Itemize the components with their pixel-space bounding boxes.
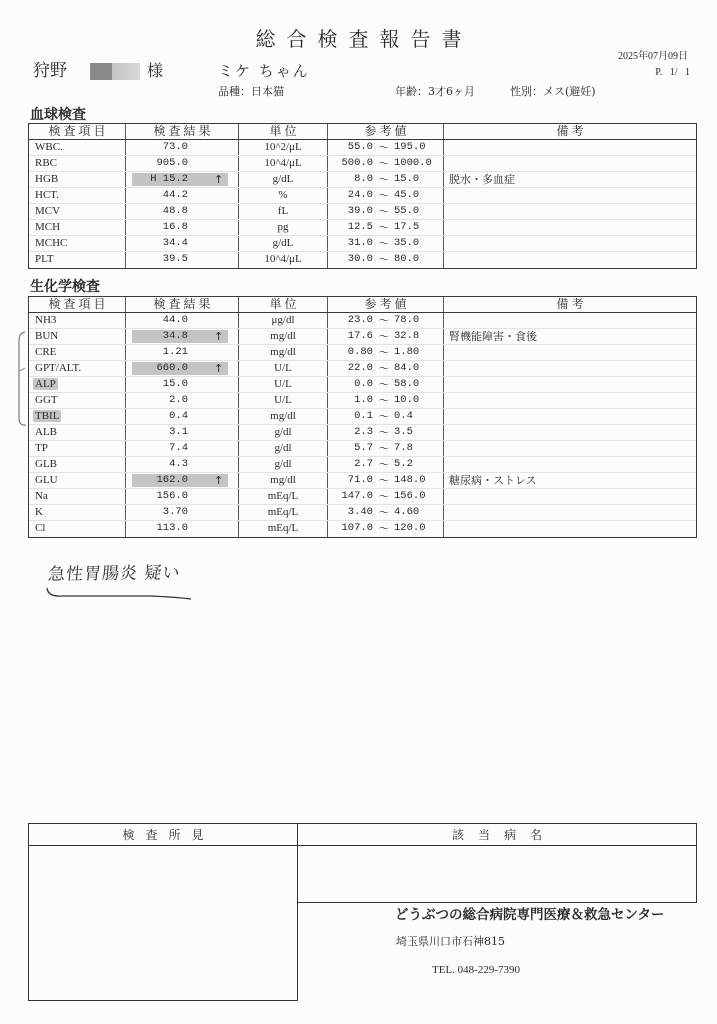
- reference-range-cell: [328, 409, 444, 424]
- range-separator: ～: [378, 506, 390, 519]
- test-item-cell: [29, 377, 126, 392]
- remarks-cell: 脱水・多血症: [449, 173, 515, 186]
- unit-cell: mg/dl: [239, 329, 328, 344]
- test-item-cell: [29, 425, 126, 440]
- unit-cell: 10^4/μL: [239, 252, 328, 268]
- table-row: [29, 489, 696, 505]
- result-cell: [126, 172, 239, 187]
- clinic-name: どうぶつの総合病院専門医療＆救急センター: [395, 907, 665, 923]
- range-separator: ～: [378, 237, 390, 250]
- test-item-cell: [29, 140, 126, 155]
- reference-high: 5.2: [394, 458, 413, 470]
- range-separator: ～: [378, 394, 390, 407]
- reference-range-cell: [328, 252, 444, 268]
- test-item-cell: [29, 220, 126, 235]
- table-row: [29, 409, 696, 425]
- remarks-cell: [444, 457, 696, 472]
- result-value: 7.4: [169, 442, 188, 454]
- reference-range-cell: [328, 361, 444, 376]
- reference-low: 147.0: [341, 490, 373, 502]
- reference-range-cell: [328, 521, 444, 537]
- table-row: [29, 457, 696, 473]
- remarks-cell: [444, 521, 696, 537]
- column-header-result: 検査結果: [126, 124, 239, 139]
- result-cell: [126, 345, 239, 360]
- result-cell: [126, 473, 239, 488]
- findings-header-divider: [28, 845, 697, 846]
- remarks-cell: [444, 156, 696, 171]
- remarks-cell: [444, 377, 696, 392]
- reference-range-cell: [328, 156, 444, 171]
- high-arrow-icon: ↑: [214, 330, 224, 343]
- test-item-label: Cl: [35, 522, 46, 534]
- result-value: 2.0: [169, 394, 188, 406]
- remarks-cell: [444, 345, 696, 360]
- remarks-cell: [444, 409, 696, 424]
- result-value: 39.5: [162, 253, 188, 265]
- reference-high: 35.0: [394, 237, 420, 249]
- reference-range-cell: [328, 393, 444, 408]
- unit-cell: 10^4/μL: [239, 156, 328, 171]
- remarks-cell: [444, 252, 696, 268]
- test-item-label: GLB: [35, 458, 57, 470]
- result-cell: [126, 236, 239, 251]
- column-header-unit: 単位: [239, 124, 328, 139]
- reference-high: 55.0: [394, 205, 420, 217]
- breed: 品種：日本猫: [218, 85, 284, 98]
- unit-cell: g/dl: [239, 425, 328, 440]
- reference-range-cell: [328, 441, 444, 456]
- remarks-cell: [444, 204, 696, 219]
- remarks-cell: 糖尿病・ストレス: [449, 474, 537, 487]
- result-cell: [126, 409, 239, 424]
- result-cell: [126, 457, 239, 472]
- test-item-cell: [29, 188, 126, 203]
- reference-low: 0.80: [347, 346, 373, 358]
- table-row: [29, 345, 696, 361]
- test-item-cell: [29, 313, 126, 328]
- result-value: 44.2: [162, 189, 188, 201]
- test-item-label: HCT.: [35, 189, 59, 201]
- range-separator: ～: [378, 173, 390, 186]
- range-separator: ～: [378, 522, 390, 535]
- unit-cell: %: [239, 188, 328, 203]
- table-header-row: [29, 297, 696, 313]
- unit-cell: g/dL: [239, 172, 328, 187]
- result-value: 48.8: [162, 205, 188, 217]
- reference-high: 84.0: [394, 362, 420, 374]
- test-item-cell: [29, 156, 126, 171]
- reference-range-cell: [328, 236, 444, 251]
- owner-surname: 狩野: [33, 61, 67, 81]
- table-row: [29, 236, 696, 252]
- unit-cell: μg/dl: [239, 313, 328, 328]
- test-item-cell: [29, 361, 126, 376]
- test-item-cell: [29, 252, 126, 268]
- result-cell: [126, 377, 239, 392]
- blood-section-title: 血球検査: [30, 107, 86, 123]
- reference-low: 30.0: [347, 253, 373, 265]
- range-separator: ～: [378, 362, 390, 375]
- unit-cell: mg/dl: [239, 473, 328, 488]
- chem-table-body: [29, 313, 696, 537]
- remarks-cell: [444, 313, 696, 328]
- unit-cell: mEq/L: [239, 489, 328, 504]
- test-item-cell: [29, 441, 126, 456]
- reference-high: 32.8: [394, 330, 420, 342]
- range-separator: ～: [378, 378, 390, 391]
- test-item-label: ALP: [35, 378, 56, 390]
- findings-box: [28, 823, 298, 1001]
- result-value: 3.1: [169, 426, 188, 438]
- result-value: H 15.2: [150, 173, 188, 185]
- table-header-row: [29, 124, 696, 140]
- reference-low: 22.0: [347, 362, 373, 374]
- result-value: 44.0: [162, 314, 188, 326]
- reference-low: 31.0: [347, 237, 373, 249]
- table-row: [29, 329, 696, 345]
- result-cell: [126, 441, 239, 456]
- range-separator: ～: [378, 410, 390, 423]
- remarks-cell: [444, 489, 696, 504]
- sex: 性別：メス(避妊): [510, 85, 596, 98]
- unit-cell: U/L: [239, 393, 328, 408]
- reference-low: 24.0: [347, 189, 373, 201]
- result-value: 1.21: [162, 346, 188, 358]
- range-separator: ～: [378, 490, 390, 503]
- result-cell: [126, 505, 239, 520]
- pencil-tick-mark: [20, 368, 25, 371]
- reference-low: 2.7: [354, 458, 373, 470]
- unit-cell: mEq/L: [239, 505, 328, 520]
- test-item-label: TBIL: [35, 410, 60, 422]
- high-arrow-icon: ↑: [214, 474, 224, 487]
- column-header-remarks: 備考: [556, 297, 587, 311]
- range-separator: ～: [378, 314, 390, 327]
- range-separator: ～: [378, 189, 390, 202]
- reference-range-cell: [328, 345, 444, 360]
- high-arrow-icon: ↑: [214, 173, 224, 186]
- range-separator: ～: [378, 442, 390, 455]
- table-row: [29, 521, 696, 537]
- reference-high: 78.0: [394, 314, 420, 326]
- column-header-unit: 単位: [239, 297, 328, 312]
- reference-low: 39.0: [347, 205, 373, 217]
- remarks-cell: 腎機能障害・食後: [449, 330, 537, 343]
- result-value: 162.0: [156, 474, 188, 486]
- remarks-cell: [444, 188, 696, 203]
- test-item-label: HGB: [35, 173, 59, 185]
- reference-high: 3.5: [394, 426, 413, 438]
- test-item-cell: [29, 204, 126, 219]
- result-value: 660.0: [156, 362, 188, 374]
- range-separator: ～: [378, 253, 390, 266]
- unit-cell: mg/dl: [239, 345, 328, 360]
- result-cell: [126, 521, 239, 537]
- reference-high: 58.0: [394, 378, 420, 390]
- table-row: [29, 313, 696, 329]
- test-item-label: CRE: [35, 346, 57, 358]
- reference-range-cell: [328, 204, 444, 219]
- test-item-label: K: [35, 506, 43, 518]
- table-row: [29, 204, 696, 220]
- table-row: [29, 361, 696, 377]
- result-value: 113.0: [156, 522, 188, 534]
- reference-low: 3.40: [347, 506, 373, 518]
- result-cell: [126, 188, 239, 203]
- reference-range-cell: [328, 313, 444, 328]
- table-row: [29, 140, 696, 156]
- table-row: [29, 393, 696, 409]
- test-item-cell: [29, 521, 126, 537]
- column-header-item: 検査項目: [29, 124, 126, 139]
- result-value: 16.8: [162, 221, 188, 233]
- remarks-cell: [444, 441, 696, 456]
- test-item-cell: [29, 457, 126, 472]
- reference-low: 71.0: [347, 474, 373, 486]
- handwritten-note: 急性胃腸炎 疑い: [47, 563, 182, 585]
- column-header-item: 検査項目: [29, 297, 126, 312]
- reference-range-cell: [328, 473, 444, 488]
- reference-range-cell: [328, 188, 444, 203]
- high-arrow-icon: ↑: [214, 362, 224, 375]
- unit-cell: U/L: [239, 377, 328, 392]
- column-header-result: 検査結果: [126, 297, 239, 312]
- unit-cell: fL: [239, 204, 328, 219]
- remarks-cell: [444, 505, 696, 520]
- unit-cell: g/dL: [239, 236, 328, 251]
- reference-low: 2.3: [354, 426, 373, 438]
- reference-low: 1.0: [354, 394, 373, 406]
- table-row: [29, 220, 696, 236]
- result-cell: [126, 156, 239, 171]
- reference-high: 80.0: [394, 253, 420, 265]
- test-item-cell: [29, 236, 126, 251]
- test-item-cell: [29, 409, 126, 424]
- reference-high: 120.0: [394, 522, 426, 534]
- result-value: 905.0: [156, 157, 188, 169]
- pet-name: ミケ ちゃん: [218, 62, 310, 80]
- reference-low: 0.0: [354, 378, 373, 390]
- range-separator: ～: [378, 426, 390, 439]
- reference-range-cell: [328, 489, 444, 504]
- clinic-address: 埼玉県川口市石神815: [396, 935, 505, 948]
- reference-low: 8.0: [354, 173, 373, 185]
- reference-range-cell: [328, 377, 444, 392]
- test-item-cell: [29, 172, 126, 187]
- range-separator: ～: [378, 141, 390, 154]
- column-header-remarks: 備考: [556, 124, 587, 138]
- range-separator: ～: [378, 474, 390, 487]
- result-cell: [126, 204, 239, 219]
- remarks-cell: [444, 425, 696, 440]
- test-item-label: ALB: [35, 426, 57, 438]
- result-value: 156.0: [156, 490, 188, 502]
- remarks-cell: [444, 393, 696, 408]
- reference-range-cell: [328, 457, 444, 472]
- test-item-cell: [29, 329, 126, 344]
- test-item-label: GGT: [35, 394, 58, 406]
- table-row: [29, 441, 696, 457]
- reference-high: 10.0: [394, 394, 420, 406]
- unit-cell: mEq/L: [239, 521, 328, 537]
- age: 年齢：3才6ヶ月: [395, 85, 475, 98]
- test-item-label: PLT: [35, 253, 54, 265]
- reference-range-cell: [328, 140, 444, 155]
- reference-range-cell: [328, 505, 444, 520]
- reference-high: 148.0: [394, 474, 426, 486]
- remarks-cell: [444, 236, 696, 251]
- reference-low: 107.0: [341, 522, 373, 534]
- reference-high: 156.0: [394, 490, 426, 502]
- unit-cell: g/dl: [239, 441, 328, 456]
- reference-range-cell: [328, 172, 444, 187]
- test-item-label: MCH: [35, 221, 61, 233]
- result-value: 73.0: [162, 141, 188, 153]
- result-cell: [126, 489, 239, 504]
- result-cell: [126, 313, 239, 328]
- unit-cell: g/dl: [239, 457, 328, 472]
- reference-low: 5.7: [354, 442, 373, 454]
- table-row: [29, 377, 696, 393]
- reference-low: 17.6: [347, 330, 373, 342]
- blood-table-body: [29, 140, 696, 268]
- result-value: 0.4: [169, 410, 188, 422]
- handwritten-underline: [47, 588, 191, 599]
- test-item-cell: [29, 489, 126, 504]
- reference-high: 7.8: [394, 442, 413, 454]
- reference-high: 195.0: [394, 141, 426, 153]
- test-item-label: MCV: [35, 205, 61, 217]
- unit-cell: U/L: [239, 361, 328, 376]
- report-title: 総合検査報告書: [255, 27, 473, 51]
- range-separator: ～: [378, 205, 390, 218]
- reference-high: 0.4: [394, 410, 413, 422]
- chem-test-table: [28, 296, 697, 538]
- findings-header: 検査所見: [122, 828, 215, 842]
- result-cell: [126, 140, 239, 155]
- result-value: 3.70: [162, 506, 188, 518]
- test-item-label: NH3: [35, 314, 57, 326]
- column-header-reference: 参考値: [328, 124, 444, 139]
- reference-low: 12.5: [347, 221, 373, 233]
- test-item-label: GPT/ALT.: [35, 362, 82, 374]
- table-row: [29, 425, 696, 441]
- unit-cell: 10^2/μL: [239, 140, 328, 155]
- reference-high: 15.0: [394, 173, 420, 185]
- table-row: [29, 252, 696, 268]
- result-value: 34.4: [162, 237, 188, 249]
- test-item-label: WBC.: [35, 141, 63, 153]
- reference-low: 23.0: [347, 314, 373, 326]
- result-value: 34.8: [162, 330, 188, 342]
- test-item-label: Na: [35, 490, 48, 502]
- pencil-bracket-mark: [19, 332, 26, 425]
- test-item-label: RBC: [35, 157, 58, 169]
- result-cell: [126, 425, 239, 440]
- table-row: [29, 172, 696, 188]
- result-cell: [126, 329, 239, 344]
- reference-low: 0.1: [354, 410, 373, 422]
- honorific: 様: [147, 61, 164, 80]
- unit-cell: mg/dl: [239, 409, 328, 424]
- redacted-name-block: [90, 63, 140, 80]
- test-item-cell: [29, 505, 126, 520]
- blood-test-table: [28, 123, 697, 269]
- reference-high: 45.0: [394, 189, 420, 201]
- range-separator: ～: [378, 346, 390, 359]
- unit-cell: pg: [239, 220, 328, 235]
- range-separator: ～: [378, 221, 390, 234]
- reference-low: 500.0: [341, 157, 373, 169]
- result-value: 15.0: [162, 378, 188, 390]
- range-separator: ～: [378, 157, 390, 170]
- remarks-cell: [444, 361, 696, 376]
- range-separator: ～: [378, 330, 390, 343]
- reference-range-cell: [328, 425, 444, 440]
- range-separator: ～: [378, 458, 390, 471]
- reference-range-cell: [328, 329, 444, 344]
- test-item-label: GLU: [35, 474, 58, 486]
- reference-high: 1.80: [394, 346, 420, 358]
- remarks-cell: [444, 220, 696, 235]
- result-cell: [126, 252, 239, 268]
- chem-section-title: 生化学検査: [30, 279, 100, 295]
- test-item-label: BUN: [35, 330, 59, 342]
- reference-high: 17.5: [394, 221, 420, 233]
- table-row: [29, 473, 696, 489]
- reference-low: 55.0: [347, 141, 373, 153]
- test-item-cell: [29, 345, 126, 360]
- remarks-cell: [444, 140, 696, 155]
- result-value: 4.3: [169, 458, 188, 470]
- page-number: P. 1/ 1: [655, 67, 690, 78]
- clinic-tel: TEL. 048-229-7390: [432, 964, 520, 976]
- result-cell: [126, 393, 239, 408]
- report-date: 2025年07月09日: [618, 51, 688, 62]
- table-row: [29, 188, 696, 204]
- table-row: [29, 156, 696, 172]
- reference-high: 4.60: [394, 506, 420, 518]
- test-item-cell: [29, 473, 126, 488]
- reference-high: 1000.0: [394, 157, 432, 169]
- test-item-cell: [29, 393, 126, 408]
- result-cell: [126, 220, 239, 235]
- result-cell: [126, 361, 239, 376]
- column-header-reference: 参考値: [328, 297, 444, 312]
- test-item-label: TP: [35, 442, 48, 454]
- reference-range-cell: [328, 220, 444, 235]
- test-item-label: MCHC: [35, 237, 68, 249]
- table-row: [29, 505, 696, 521]
- diagnosis-header: 該当病名: [451, 828, 556, 842]
